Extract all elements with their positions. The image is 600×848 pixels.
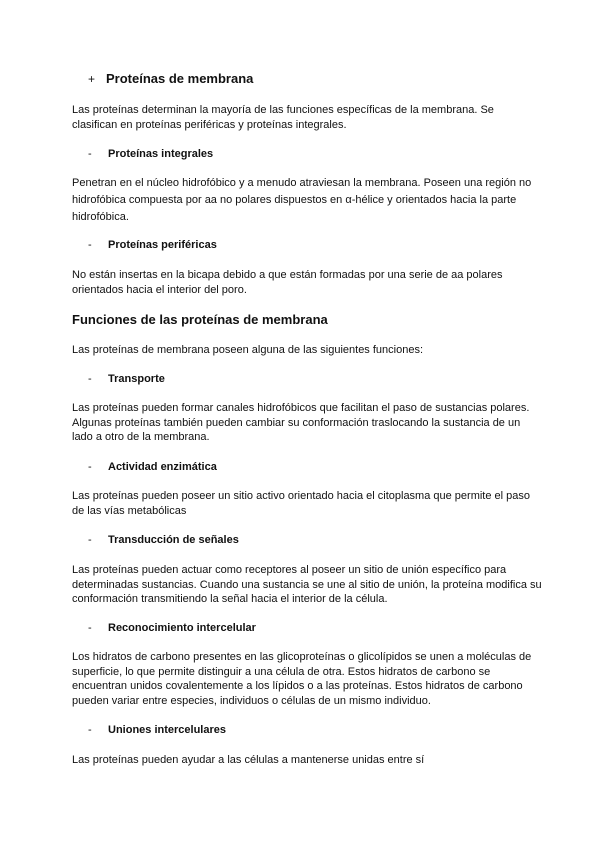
paragraph-signal: Las proteínas pueden actuar como receptores al poseer un sitio de unión específico para determinadas sustancias. Cuando una sustancia se une al sitio de unión, la proteína modifica su conformación transmitiendo la señal hacia el interior de la célula. [72,564,542,605]
dash-bullet: - [88,461,92,473]
heading-functions: Funciones de las proteínas de membrana [72,312,328,327]
subheading-peripheral: - Proteínas periféricas [88,239,217,251]
dash-bullet: - [88,373,92,385]
subheading-junctions: - Uniones intercelulares [88,724,226,736]
paragraph-recognition: Los hidratos de carbono presentes en las glicoproteínas o glicolípidos se unen a moléculas de superficie, lo que permite distinguir a una célula de otra. Estos hidratos de carbono se encuentran unidos covalentemente a los lípidos o a las proteínas. Estos hidratos de carbono pueden variar entre especies, individuos o células de un mismo individuo. [72,651,532,707]
heading-membrane-proteins: + Proteínas de membrana [88,71,254,86]
paragraph-functions-intro: Las proteínas de membrana poseen alguna de las siguientes funciones: [72,344,424,356]
subheading-integral: - Proteínas integrales [88,148,214,160]
dash-bullet: - [88,148,92,160]
dash-bullet: - [88,724,92,736]
subheading-recognition: - Reconocimiento intercelular [88,622,256,634]
dash-bullet: - [88,534,92,546]
paragraph-peripheral: No están insertas en la bicapa debido a que están formadas por una serie de aa polares orientados hacia el interior del poro. [72,269,503,296]
plus-bullet: + [88,72,96,86]
paragraph-membrane-intro: Las proteínas determinan la mayoría de las funciones específicas de la membrana. Se clasifican en proteínas periféricas y proteínas integrales. [72,104,494,131]
paragraph-integral: Penetran en el núcleo hidrofóbico y a menudo atraviesan la membrana. Poseen una región no hidrofóbica compuesta por aa no polares dispuestos en α-hélice y orientados hacia la parte hidrofóbica. [72,177,532,223]
subheading-transport: - Transporte [88,373,165,385]
subheading-enzyme: - Actividad enzimática [88,461,217,473]
dash-bullet: - [88,622,92,634]
paragraph-junctions: Las proteínas pueden ayudar a las células a mantenerse unidas entre sí [72,754,425,766]
subheading-signal: - Transducción de señales [88,534,239,546]
paragraph-transport: Las proteínas pueden formar canales hidrofóbicos que facilitan el paso de sustancias polares. Algunas proteínas también pueden cambiar su conformación traslocando la sustancia de un lado a otro de la membrana. [72,402,530,443]
dash-bullet: - [88,239,92,251]
paragraph-enzyme: Las proteínas pueden poseer un sitio activo orientado hacia el citoplasma que permite el paso de las vías metabólicas [72,490,531,517]
